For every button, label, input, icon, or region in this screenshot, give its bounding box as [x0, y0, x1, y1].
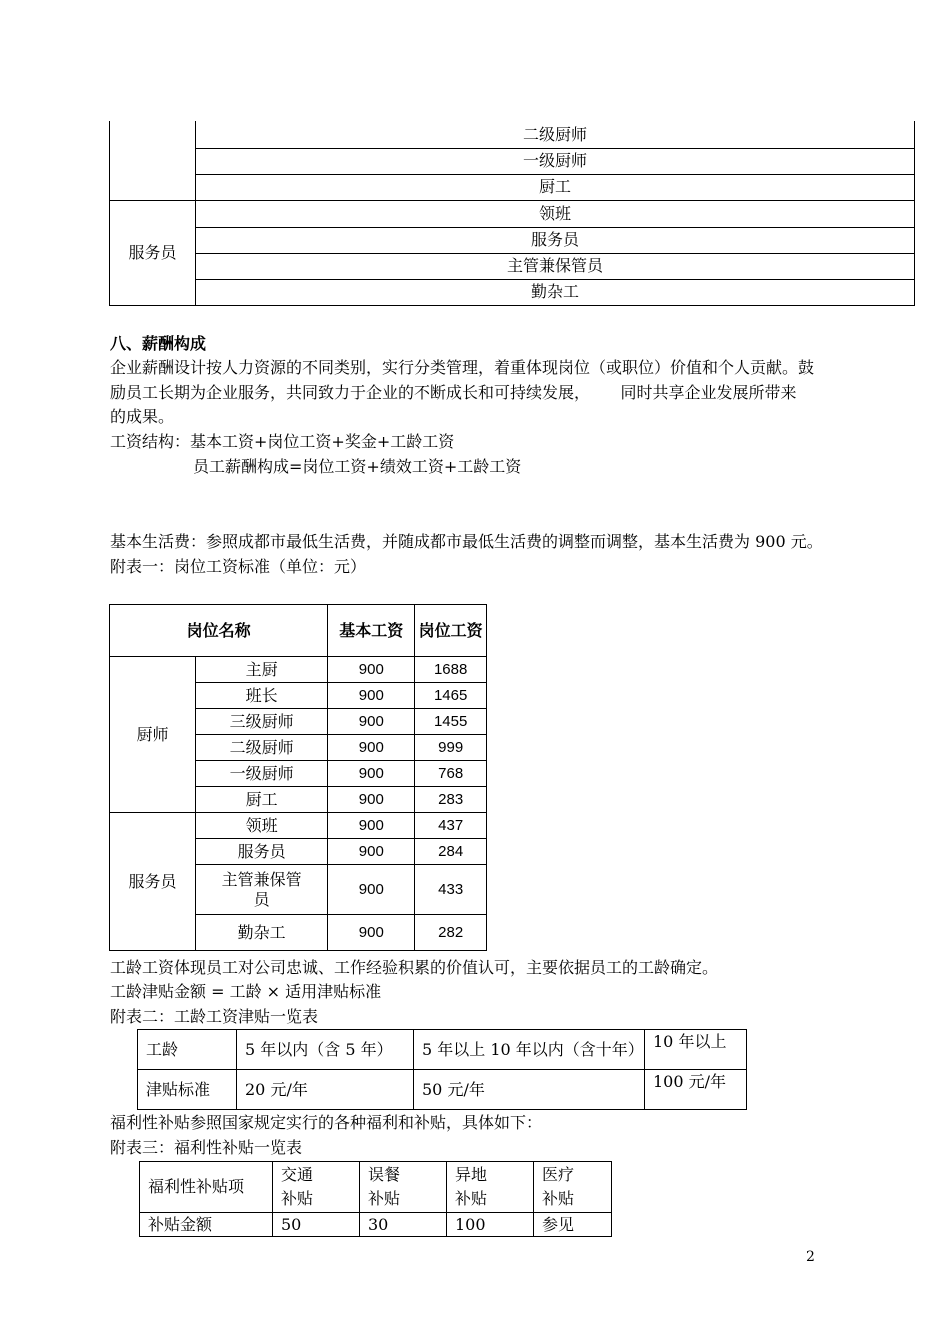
table3-caption: 附表三：福利性补贴一览表	[110, 1138, 303, 1157]
paragraph-line: 的成果。	[110, 407, 175, 426]
basic-living-text: 基本生活费：参照成都市最低生活费，并随成都市最低生活费的调整而调整，基本生活费为 900 元。	[110, 532, 823, 551]
cell: 30	[360, 1213, 447, 1237]
welfare-allowance-table	[139, 1161, 612, 1237]
seniority-text: 工龄工资体现员工对公司忠诚、工作经验积累的价值认可，主要依据员工的工龄确定。	[110, 958, 719, 977]
row-post: 999	[415, 735, 487, 761]
service-group-cell: 服务员	[110, 813, 196, 951]
cell: 100	[447, 1213, 534, 1237]
chef-group-cell-empty	[110, 121, 196, 200]
row-name-text: 主管兼保管员	[221, 870, 302, 909]
header-position-name: 岗位名称	[110, 605, 328, 657]
row-basic: 900	[328, 761, 415, 787]
table-row: 勤杂工	[196, 279, 915, 305]
row-post: 1465	[415, 683, 487, 709]
cell: 交通 补贴	[273, 1162, 360, 1213]
row-post: 284	[415, 839, 487, 865]
cell: 福利性补贴项	[140, 1162, 273, 1213]
row-basic: 900	[328, 813, 415, 839]
cell: 50	[273, 1213, 360, 1237]
chef-group-cell: 厨师	[110, 657, 196, 813]
wage-structure: 工资结构：基本工资+岗位工资+奖金+工龄工资	[110, 432, 455, 451]
row-post: 433	[415, 865, 487, 915]
row-name: 一级厨师	[196, 761, 328, 787]
row-post: 1688	[415, 657, 487, 683]
table-row: 领班	[196, 200, 915, 227]
seniority-allowance-table	[137, 1029, 747, 1110]
row-name: 厨工	[196, 787, 328, 813]
row-basic: 900	[328, 735, 415, 761]
cell: 5 年以内（含 5 年）	[237, 1030, 414, 1070]
table2-caption: 附表二：工龄工资津贴一览表	[110, 1007, 319, 1026]
seniority-formula: 工龄津贴金额 = 工龄 × 适用津贴标准	[110, 982, 382, 1001]
paragraph-line: 企业薪酬设计按人力资源的不同类别，实行分类管理，着重体现岗位（或职位）价值和个人贡献。鼓	[110, 358, 815, 377]
row-name: 主厨	[196, 657, 328, 683]
row-basic: 900	[328, 709, 415, 735]
cell: 工龄	[138, 1030, 237, 1070]
row-post: 283	[415, 787, 487, 813]
table-row: 服务员	[196, 227, 915, 253]
cell: 补贴金额	[140, 1213, 273, 1237]
service-group-cell: 服务员	[110, 200, 196, 305]
table1-caption: 附表一：岗位工资标准（单位：元）	[110, 557, 367, 576]
row-basic: 900	[328, 839, 415, 865]
table-row: 主管兼保管员	[196, 253, 915, 279]
cell: 误餐 补贴	[360, 1162, 447, 1213]
welfare-text: 福利性补贴参照国家规定实行的各种福利和补贴，具体如下：	[110, 1113, 543, 1132]
cell: 5 年以上 10 年以内（含十年）	[414, 1030, 645, 1070]
row-post: 437	[415, 813, 487, 839]
cell: 参见	[534, 1213, 612, 1237]
row-basic: 900	[328, 865, 415, 915]
wage-composition: 员工薪酬构成=岗位工资+绩效工资+工龄工资	[193, 457, 522, 476]
cell: 异地 补贴	[447, 1162, 534, 1213]
cell: 100 元/年	[645, 1070, 747, 1110]
row-name: 勤杂工	[196, 915, 328, 951]
header-post-wage: 岗位工资	[415, 605, 487, 657]
page-number: 2	[806, 1249, 815, 1265]
row-basic: 900	[328, 683, 415, 709]
row-basic: 900	[328, 787, 415, 813]
cell: 津贴标准	[138, 1070, 237, 1110]
cell: 20 元/年	[237, 1070, 414, 1110]
paragraph-line: 励员工长期为企业服务，共同致力于企业的不断成长和可持续发展， 同时共享企业发展所带来	[110, 383, 797, 402]
post-wage-table	[109, 604, 487, 951]
cell: 10 年以上	[645, 1030, 747, 1070]
row-post: 282	[415, 915, 487, 951]
row-basic: 900	[328, 915, 415, 951]
table-row: 二级厨师	[196, 121, 915, 148]
cell: 50 元/年	[414, 1070, 645, 1110]
row-name	[196, 865, 328, 915]
table-row: 一级厨师	[196, 148, 915, 174]
section-title: 八、薪酬构成	[110, 334, 207, 353]
row-name: 服务员	[196, 839, 328, 865]
row-post: 1455	[415, 709, 487, 735]
position-table-continued	[109, 121, 915, 306]
row-name: 三级厨师	[196, 709, 328, 735]
table-row: 厨工	[196, 174, 915, 200]
cell: 医疗 补贴	[534, 1162, 612, 1213]
row-name: 领班	[196, 813, 328, 839]
row-basic: 900	[328, 657, 415, 683]
row-name: 二级厨师	[196, 735, 328, 761]
row-name: 班长	[196, 683, 328, 709]
header-basic-wage: 基本工资	[328, 605, 415, 657]
row-post: 768	[415, 761, 487, 787]
